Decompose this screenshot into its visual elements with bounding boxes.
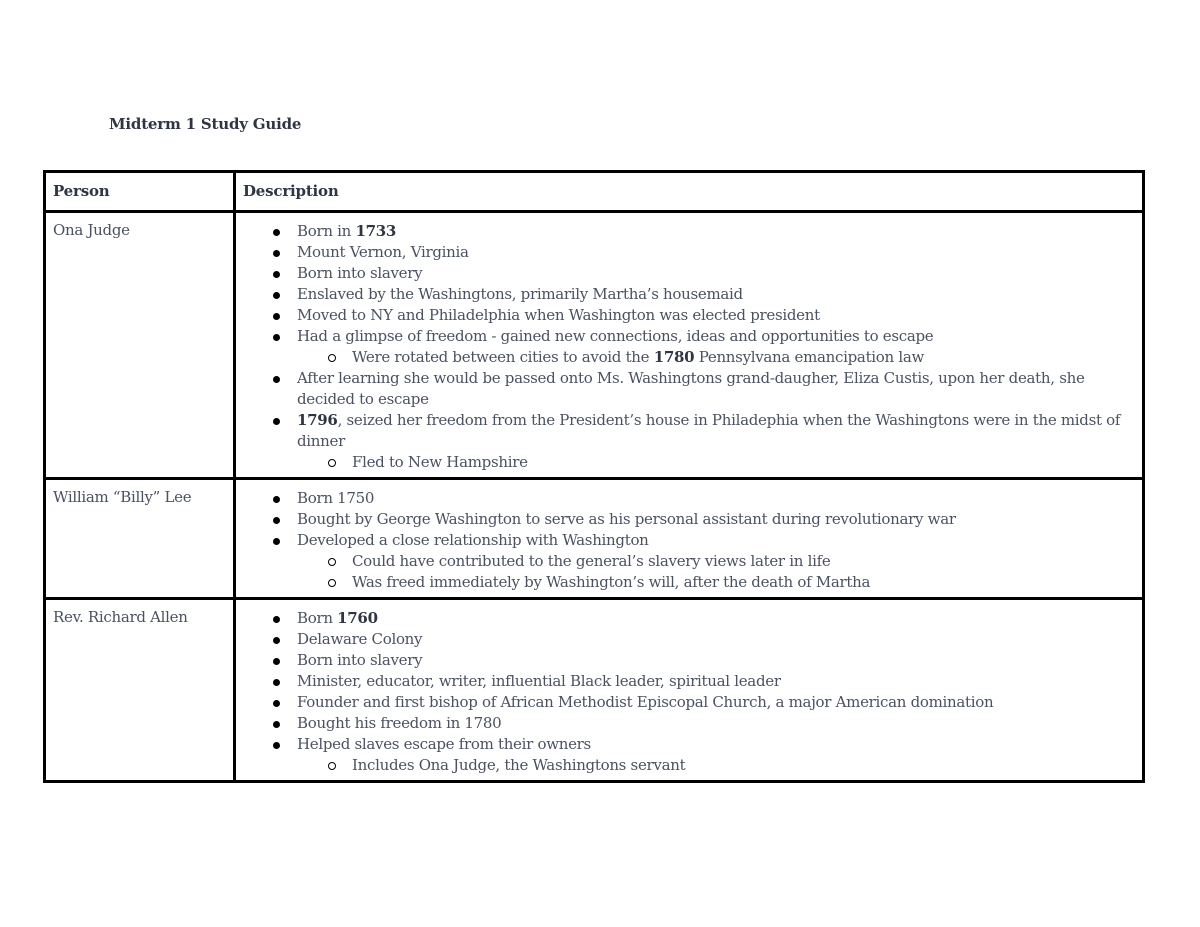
list-item bbox=[236, 608, 1142, 629]
bullet-icon bbox=[270, 263, 282, 284]
header-description-label: Description bbox=[243, 182, 339, 200]
description-cell bbox=[235, 212, 1144, 479]
item-text: Helped slaves escape from their owners bbox=[297, 735, 591, 753]
person-name: Ona Judge bbox=[53, 221, 130, 239]
bullet-icon bbox=[270, 305, 282, 326]
list-item bbox=[236, 530, 1142, 551]
description-cell bbox=[235, 479, 1144, 599]
bullet-icon bbox=[270, 410, 282, 431]
table-row bbox=[45, 212, 1144, 479]
item-year: 1760 bbox=[337, 609, 378, 627]
description-list bbox=[236, 608, 1142, 776]
item-year: 1796 bbox=[297, 411, 338, 429]
description-list bbox=[236, 488, 1142, 593]
description-list bbox=[236, 221, 1142, 473]
person-name: Rev. Richard Allen bbox=[53, 608, 188, 626]
header-description bbox=[235, 172, 1144, 212]
table-header-row bbox=[45, 172, 1144, 212]
list-item bbox=[236, 713, 1142, 734]
item-text: Delaware Colony bbox=[297, 630, 423, 648]
item-text: Bought his freedom in 1780 bbox=[297, 714, 502, 732]
item-text: Moved to NY and Philadelphia when Washington was elected president bbox=[297, 306, 820, 324]
bullet-icon bbox=[270, 221, 282, 242]
item-text: Mount Vernon, Virginia bbox=[297, 243, 469, 261]
item-year: 1733 bbox=[355, 222, 397, 240]
hollow-bullet-icon bbox=[326, 551, 338, 572]
list-item bbox=[236, 305, 1142, 326]
table-body bbox=[45, 212, 1144, 782]
document-title: Midterm 1 Study Guide bbox=[109, 115, 302, 133]
list-item bbox=[236, 242, 1142, 263]
bullet-icon bbox=[270, 629, 282, 650]
list-item bbox=[236, 263, 1142, 284]
item-text-continued: , seized her freedom from the President’s house in Philadephia when the Washingtons were in the midst of dinner bbox=[297, 411, 1121, 450]
hollow-bullet-icon bbox=[326, 572, 338, 593]
list-item bbox=[236, 692, 1142, 713]
header-person-label: Person bbox=[53, 182, 110, 200]
bullet-icon bbox=[270, 509, 282, 530]
header-person bbox=[45, 172, 235, 212]
sub-list-item bbox=[236, 572, 1142, 593]
bullet-icon bbox=[270, 326, 282, 347]
bullet-icon bbox=[270, 488, 282, 509]
list-item bbox=[236, 488, 1142, 509]
item-text: Founder and first bishop of African Methodist Episcopal Church, a major American domination bbox=[297, 693, 994, 711]
person-cell bbox=[45, 212, 235, 479]
hollow-bullet-icon bbox=[326, 452, 338, 473]
list-item bbox=[236, 326, 1142, 347]
sub-list-item bbox=[236, 755, 1142, 776]
list-item bbox=[236, 671, 1142, 692]
item-text: Born in bbox=[297, 222, 356, 240]
table-row bbox=[45, 479, 1144, 599]
list-item bbox=[236, 650, 1142, 671]
item-text: Developed a close relationship with Washington bbox=[297, 531, 649, 549]
sub-list-item bbox=[236, 551, 1142, 572]
study-guide-table bbox=[43, 170, 1145, 783]
list-item bbox=[236, 629, 1142, 650]
table-row bbox=[45, 599, 1144, 782]
item-text: Had a glimpse of freedom - gained new connections, ideas and opportunities to escape bbox=[297, 327, 934, 345]
list-item bbox=[236, 509, 1142, 530]
bullet-icon bbox=[270, 671, 282, 692]
item-text: Born bbox=[297, 609, 338, 627]
bullet-icon bbox=[270, 692, 282, 713]
item-text: Fled to New Hampshire bbox=[352, 453, 528, 471]
item-text: Were rotated between cities to avoid the bbox=[352, 348, 654, 366]
hollow-bullet-icon bbox=[326, 755, 338, 776]
item-text: Born 1750 bbox=[297, 489, 375, 507]
person-name: William “Billy” Lee bbox=[53, 488, 192, 506]
item-text: After learning she would be passed onto Ms. Washingtons grand-daugher, Eliza Custis, upon her death, she decided to escape bbox=[297, 369, 1085, 408]
item-text: Minister, educator, writer, influential Black leader, spiritual leader bbox=[297, 672, 781, 690]
list-item bbox=[236, 410, 1142, 452]
hollow-bullet-icon bbox=[326, 347, 338, 368]
item-year: 1780 bbox=[653, 348, 695, 366]
bullet-icon bbox=[270, 242, 282, 263]
item-text: Includes Ona Judge, the Washingtons servant bbox=[352, 756, 686, 774]
sub-list-item bbox=[236, 452, 1142, 473]
item-text-continued: Pennsylvana emancipation law bbox=[694, 348, 925, 366]
person-cell bbox=[45, 599, 235, 782]
bullet-icon bbox=[270, 284, 282, 305]
item-text: Born into slavery bbox=[297, 651, 423, 669]
bullet-icon bbox=[270, 734, 282, 755]
bullet-icon bbox=[270, 608, 282, 629]
bullet-icon bbox=[270, 713, 282, 734]
item-text: Enslaved by the Washingtons, primarily Martha’s housemaid bbox=[297, 285, 743, 303]
sub-list-item bbox=[236, 347, 1142, 368]
list-item bbox=[236, 368, 1142, 410]
item-text: Could have contributed to the general’s slavery views later in life bbox=[352, 552, 831, 570]
bullet-icon bbox=[270, 368, 282, 389]
person-cell bbox=[45, 479, 235, 599]
list-item bbox=[236, 221, 1142, 242]
bullet-icon bbox=[270, 530, 282, 551]
description-cell bbox=[235, 599, 1144, 782]
list-item bbox=[236, 284, 1142, 305]
item-text: Was freed immediately by Washington’s will, after the death of Martha bbox=[352, 573, 871, 591]
item-text: Bought by George Washington to serve as his personal assistant during revolutionary war bbox=[297, 510, 956, 528]
item-text: Born into slavery bbox=[297, 264, 423, 282]
list-item bbox=[236, 734, 1142, 755]
bullet-icon bbox=[270, 650, 282, 671]
